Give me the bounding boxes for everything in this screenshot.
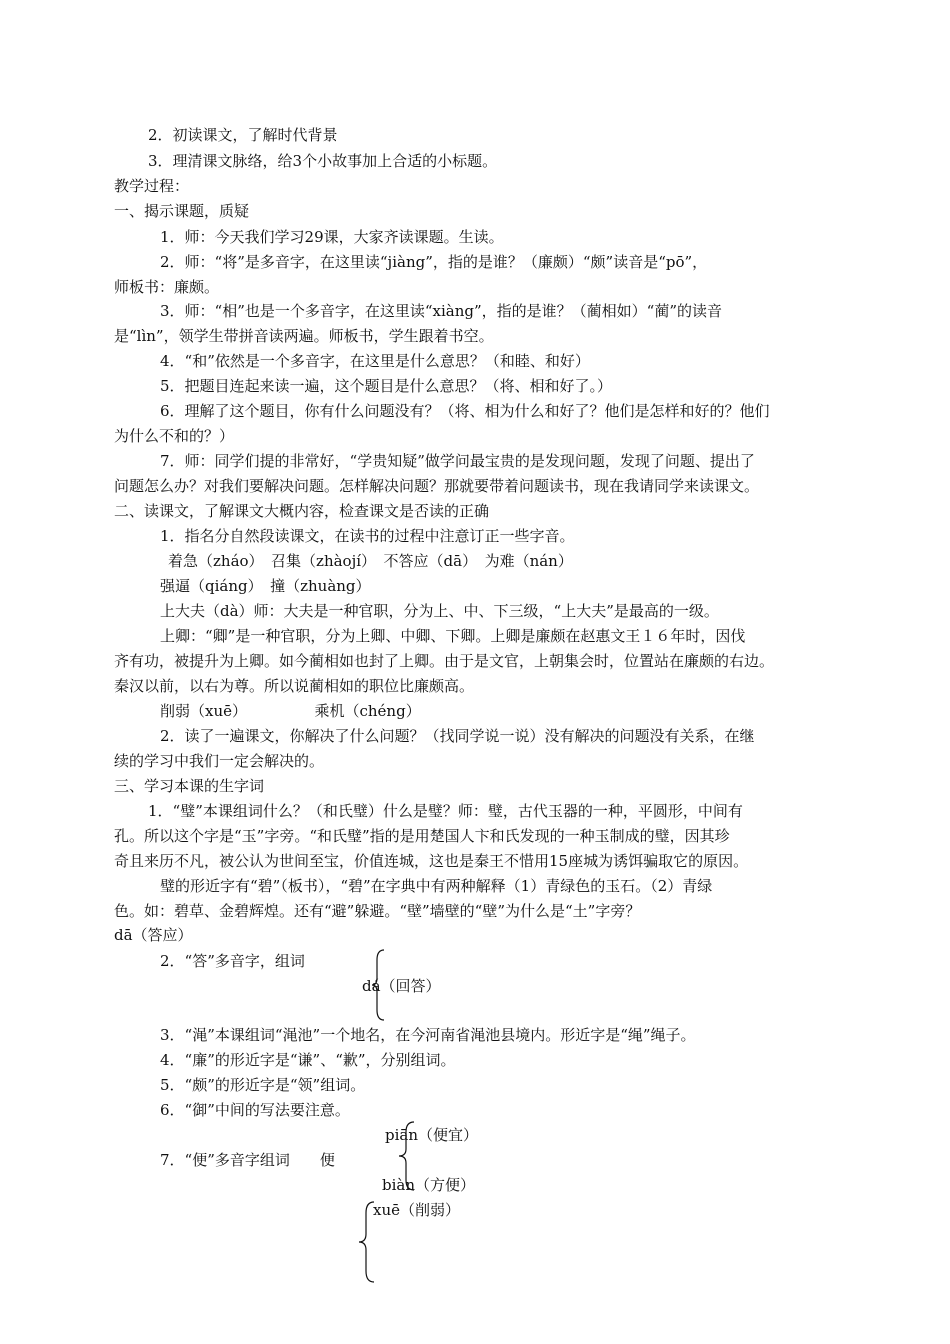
pinyin-word: dā（答应） (114, 926, 193, 944)
text-line: 3．师：“相”也是一个多音字，在这里读“xiàng”，指的是谁？（蔺相如）“蔺”的读音 (160, 302, 723, 320)
text-line: 上卿：“卿”是一种官职，分为上卿、中卿、下卿。上卿是廉颇在赵惠文王１６年时，因伐 (160, 627, 746, 645)
text-line: 削弱（xuē） 乘机（chéng） (160, 702, 421, 720)
text-line: 孔。所以这个字是“玉”字旁。“和氏璧”指的是用楚国人卞和氏发现的一种玉制成的璧，因其珍 (114, 827, 730, 845)
text-line: 秦汉以前，以右为尊。所以说蔺相如的职位比廉颇高。 (114, 677, 475, 695)
section-heading: 三、学习本课的生字词 (114, 777, 265, 795)
text-line: 2．师：“将”是多音字，在这里读“jiàng”，指的是谁？（廉颇）“颇”读音是“pō”， (160, 253, 708, 271)
text-line: 璧的形近字有“碧”（板书），“碧”在字典中有两种解释（1）青绿色的玉石。（2）青绿 (160, 877, 713, 895)
text-line: 2．初读课文，了解时代背景 (148, 126, 338, 144)
pinyin-word: piān（便宜） (385, 1126, 479, 1144)
text-line: 1．“璧”本课组词什么？（和氏璧）什么是璧？师：璧，古代玉器的一种，平圆形，中间有 (148, 802, 743, 820)
text-line: 4．“和”依然是一个多音字，在这里是什么意思？（和睦、和好） (160, 352, 590, 370)
section-heading: 二、读课文，了解课文大概内容，检查课文是否读的正确 (114, 502, 490, 520)
text-line: 2．读了一遍课文，你解决了什么问题？（找同学说一说）没有解决的问题没有关系，在继 (160, 727, 755, 745)
text-line: 色。如：碧草、金碧辉煌。还有“避”躲避。“壁”墙壁的“壁”为什么是“土”字旁？ (114, 902, 641, 920)
text-line: 6．理解了这个题目，你有什么问题没有？（将、相为什么和好了？他们是怎样和好的？他们 (160, 402, 770, 420)
text-line: 4．“廉”的形近字是“谦”、“歉”，分别组词。 (160, 1051, 456, 1069)
text-line: 师板书：廉颇。 (114, 278, 220, 296)
text-line: 5．“颇”的形近字是“领”组词。 (160, 1076, 366, 1094)
brace-icon (396, 1120, 416, 1192)
text-line: 是“lìn”，领学生带拼音读两遍。师板书，学生跟着书空。 (114, 327, 494, 345)
text-line: 3．“渑”本课组词“渑池”一个地名，在今河南省渑池县境内。形近字是“绳”绳子。 (160, 1026, 696, 1044)
text-line: 强逼（qiáng） 撞（zhuàng） (160, 577, 371, 595)
section-heading: 一、揭示课题，质疑 (114, 202, 250, 220)
text-line: 奇且来历不凡，被公认为世间至宝，价值连城，这也是秦王不惜用15座城为诱饵骗取它的原因。 (114, 852, 749, 870)
text-line: 7．“便”多音字组词 便 (160, 1151, 335, 1169)
text-line: 齐有功，被提升为上卿。如今蔺相如也封了上卿。由于是文官，上朝集会时，位置站在廉颇的右边。 (114, 652, 775, 670)
pinyin-word: dá（回答） (362, 977, 441, 995)
text-line: 6．“御”中间的写法要注意。 (160, 1101, 350, 1119)
brace-icon (370, 948, 386, 1022)
text-line: 1．指名分自然段读课文，在读书的过程中注意订正一些字音。 (160, 527, 575, 545)
text-line: 1．师：今天我们学习29课，大家齐读课题。生读。 (160, 228, 504, 246)
text-line: 问题怎么办？对我们要解决问题。怎样解决问题？那就要带着问题读书，现在我请同学来读课文。 (114, 477, 760, 495)
text-line: 2．“答”多音字，组词 (160, 952, 305, 970)
text-line: 为什么不和的？） (114, 427, 235, 445)
text-line: 续的学习中我们一定会解决的。 (114, 752, 325, 770)
section-heading: 教学过程： (114, 177, 190, 195)
text-line: 3．理清课文脉络，给3个小故事加上合适的小标题。 (148, 152, 498, 170)
pinyin-word: xuē（削弱） (373, 1201, 460, 1219)
text-line: 5．把题目连起来读一遍，这个题目是什么意思？（将、相和好了。） (160, 377, 613, 395)
text-line: 上大夫（dà）师：大夫是一种官职，分为上、中、下三级，“上大夫”是最高的一级。 (160, 602, 719, 620)
text-line: 着急（zháo） 召集（zhàojí） 不答应（dā） 为难（nán） (168, 552, 573, 570)
text-line: 7．师：同学们提的非常好，“学贵知疑”做学问最宝贵的是发现问题，发现了问题、提出了 (160, 452, 755, 470)
brace-icon (356, 1200, 376, 1284)
pinyin-word: biàn（方便） (382, 1176, 476, 1194)
